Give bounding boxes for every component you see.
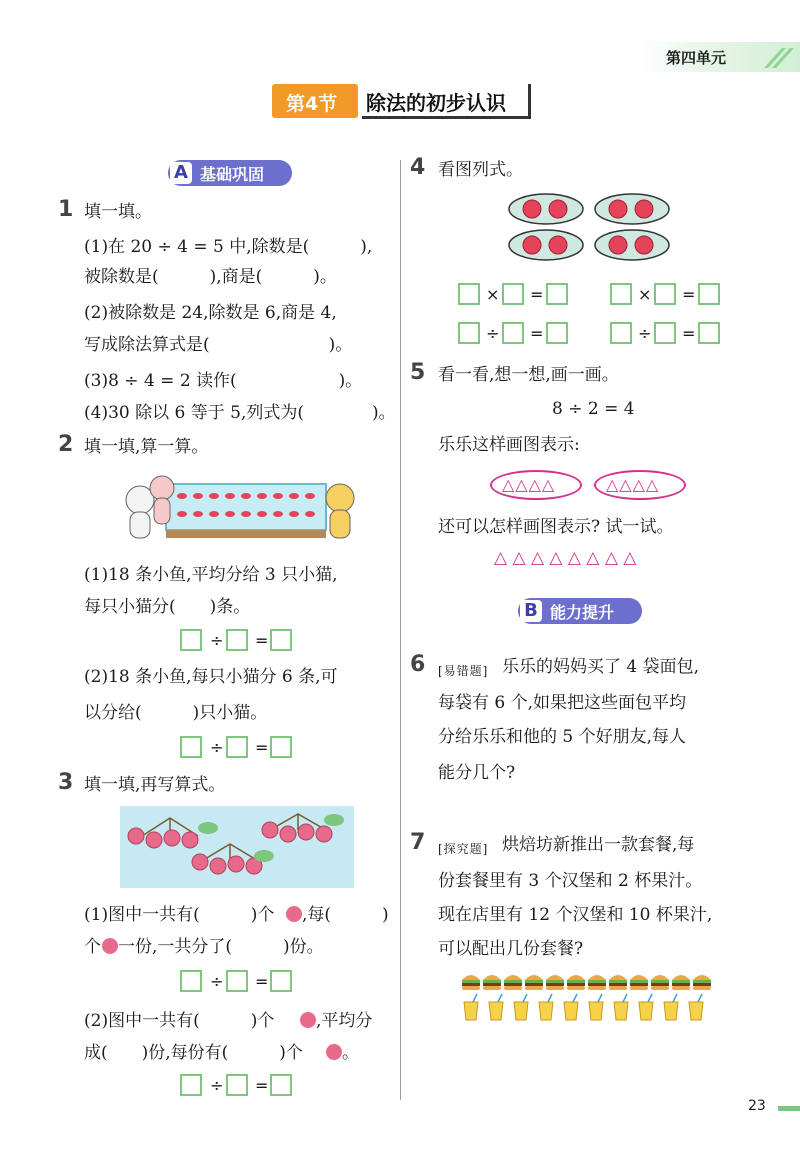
equals-sign: = <box>255 738 269 757</box>
part-b-letter: B <box>520 600 542 622</box>
equals-sign: = <box>255 1076 269 1095</box>
q3-sub1-text: ,每( ) <box>302 905 389 925</box>
q6-number: 6 <box>410 652 426 677</box>
q6-line: 能分几个? <box>438 763 516 783</box>
answer-box[interactable] <box>226 736 248 758</box>
answer-box[interactable] <box>270 629 292 651</box>
q2-sub1-line: 每只小猫分( )条。 <box>84 597 251 617</box>
q1-line: 写成除法算式是( )。 <box>84 335 353 355</box>
q1-line: (3)8 ÷ 4 = 2 读作( )。 <box>84 371 363 391</box>
q2-number: 2 <box>58 432 74 457</box>
burgers-juice-illustration <box>460 970 716 1026</box>
q7-tag: [探究题] <box>438 842 489 856</box>
q4-number: 4 <box>410 155 426 180</box>
part-b-pill <box>518 598 642 624</box>
q2-sub2-line: (2)18 条小鱼,每只小猫分 6 条,可 <box>84 667 338 687</box>
q3-sub2-text: 成( )份,每份有( )个 <box>84 1043 303 1063</box>
apple-plates-illustration <box>508 192 672 264</box>
q5-equation: 8 ÷ 2 = 4 <box>552 399 635 419</box>
division-sign: ÷ <box>210 972 224 991</box>
q1-number: 1 <box>58 197 74 222</box>
answer-box[interactable] <box>698 283 720 305</box>
q6-line: 分给乐乐和他的 5 个好朋友,每人 <box>438 727 687 747</box>
q2-title: 填一填,算一算。 <box>84 437 209 457</box>
cherry-icon <box>300 1012 316 1028</box>
equals-sign: = <box>255 631 269 650</box>
q1-line: 被除数是( ),商是( )。 <box>84 267 337 287</box>
q6-line: 每袋有 6 个,如果把这些面包平均 <box>438 693 687 713</box>
triangle-group-oval <box>490 470 582 500</box>
section-badge-text: 第4节 <box>286 93 338 115</box>
answer-box[interactable] <box>698 322 720 344</box>
page-number-bar <box>778 1106 800 1111</box>
q4-title: 看图列式。 <box>438 160 523 180</box>
q6-line: 乐乐的妈妈买了 4 袋面包, <box>502 657 700 677</box>
equals-sign: = <box>255 972 269 991</box>
q5-line2: 还可以怎样画图表示? 试一试。 <box>438 517 674 537</box>
q7-number: 7 <box>410 830 426 855</box>
q3-title: 填一填,再写算式。 <box>84 775 226 795</box>
q7-line: 烘焙坊新推出一款套餐,每 <box>502 835 695 855</box>
q1-line: (4)30 除以 6 等于 5,列式为( )。 <box>84 403 396 423</box>
answer-box[interactable] <box>502 283 524 305</box>
q3-number: 3 <box>58 770 74 795</box>
page-number: 23 <box>748 1098 766 1114</box>
section-name <box>362 84 531 119</box>
equals-sign: = <box>682 285 696 304</box>
section-badge <box>272 84 358 118</box>
part-a-letter: A <box>170 162 192 184</box>
division-sign: ÷ <box>210 631 224 650</box>
q6-tag: [易错题] <box>438 664 489 678</box>
triangle-group: △△△△ <box>502 475 556 494</box>
q7-line: 可以配出几份套餐? <box>438 939 584 959</box>
unit-tab <box>640 42 800 72</box>
q3-sub1-text: 一份,一共分了( )份。 <box>118 937 324 957</box>
answer-box[interactable] <box>546 283 568 305</box>
answer-box[interactable] <box>180 1074 202 1096</box>
multiplication-sign: × <box>638 285 652 304</box>
q5-title: 看一看,想一想,画一画。 <box>438 365 619 385</box>
answer-box[interactable] <box>458 283 480 305</box>
cherry-icon <box>102 938 118 954</box>
answer-box[interactable] <box>610 322 632 344</box>
answer-box[interactable] <box>654 322 676 344</box>
column-divider <box>400 160 401 1100</box>
triangle-group: △△△△ <box>606 475 660 494</box>
triangle-row: △ △ △ △ △ △ △ △ <box>494 548 637 568</box>
burger-icon <box>462 975 711 990</box>
unit-label: 第四单元 <box>666 49 727 67</box>
q1-line: (2)被除数是 24,除数是 6,商是 4, <box>84 303 337 323</box>
division-sign: ÷ <box>210 738 224 757</box>
equals-sign: = <box>530 285 544 304</box>
q2-sub2-line: 以分给( )只小猫。 <box>84 703 268 723</box>
answer-box[interactable] <box>270 736 292 758</box>
cherry-icon <box>286 906 302 922</box>
q7-line: 份套餐里有 3 个汉堡和 2 杯果汁。 <box>438 871 703 891</box>
answer-box[interactable] <box>180 629 202 651</box>
equals-sign: = <box>530 324 544 343</box>
answer-box[interactable] <box>180 970 202 992</box>
answer-box[interactable] <box>502 322 524 344</box>
answer-box[interactable] <box>654 283 676 305</box>
answer-box[interactable] <box>610 283 632 305</box>
answer-box[interactable] <box>270 970 292 992</box>
multiplication-sign: × <box>486 285 500 304</box>
equals-sign: = <box>682 324 696 343</box>
q5-line1: 乐乐这样画图表示: <box>438 435 580 455</box>
answer-box[interactable] <box>458 322 480 344</box>
q1-line: (1)在 20 ÷ 4 = 5 中,除数是( ), <box>84 237 373 257</box>
stripes-icon <box>760 44 794 70</box>
part-a-title: 基础巩固 <box>200 165 265 184</box>
q5-number: 5 <box>410 360 426 385</box>
q3-sub2-text: ,平均分 <box>316 1011 373 1031</box>
answer-box[interactable] <box>226 970 248 992</box>
triangle-group-oval <box>594 470 686 500</box>
q3-sub1-text: (1)图中一共有( )个 <box>84 905 275 925</box>
q7-line: 现在店里有 12 个汉堡和 10 杯果汁, <box>438 905 713 925</box>
division-sign: ÷ <box>210 1076 224 1095</box>
q3-sub2-text: (2)图中一共有( )个 <box>84 1011 275 1031</box>
q2-sub1-line: (1)18 条小鱼,平均分给 3 只小猫, <box>84 565 338 585</box>
q3-sub2-text: 。 <box>342 1043 359 1063</box>
juice-icon <box>464 994 703 1020</box>
answer-box[interactable] <box>546 322 568 344</box>
answer-box[interactable] <box>226 1074 248 1096</box>
fish-tank-illustration <box>118 470 358 544</box>
cherry-icon <box>326 1044 342 1060</box>
division-sign: ÷ <box>486 324 500 343</box>
answer-box[interactable] <box>270 1074 292 1096</box>
part-a-pill <box>168 160 292 186</box>
q3-sub1-text: 个 <box>84 937 101 957</box>
section-name-text: 除法的初步认识 <box>366 91 506 115</box>
division-sign: ÷ <box>638 324 652 343</box>
answer-box[interactable] <box>226 629 248 651</box>
cherries-illustration <box>120 806 354 888</box>
answer-box[interactable] <box>180 736 202 758</box>
q1-title: 填一填。 <box>84 202 152 222</box>
part-b-title: 能力提升 <box>550 603 615 622</box>
